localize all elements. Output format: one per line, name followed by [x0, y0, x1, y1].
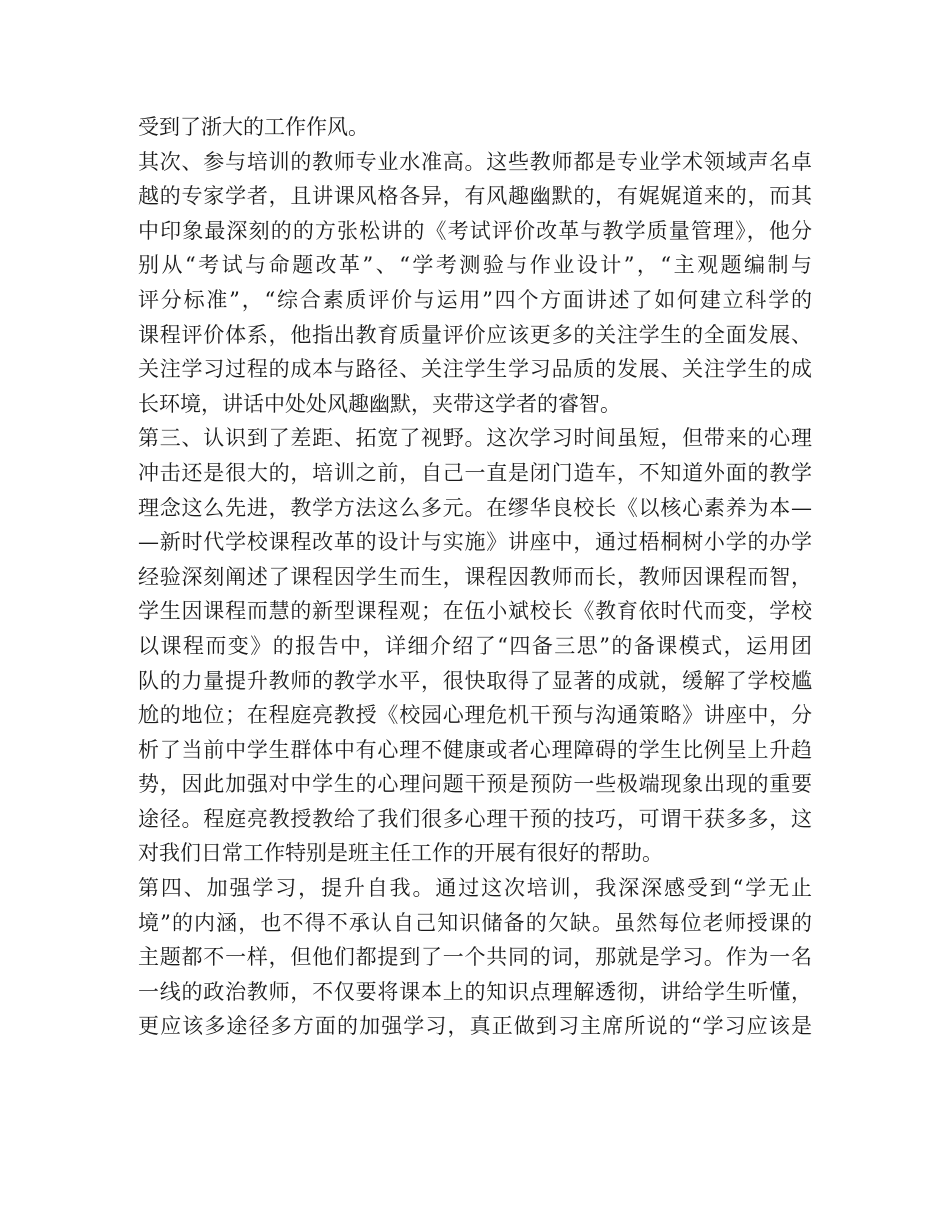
text-line: 理念这么先进，教学方法这么多元。在缪华良校长《以核心素养为本—: [138, 495, 812, 520]
text-line: 更应该多途径多方面的加强学习，真正做到习主席所说的“学习应该是: [138, 1014, 812, 1039]
text-line: 以课程而变》的报告中，详细介绍了“四备三思”的备课模式，运用团: [138, 633, 812, 658]
text-line: 尬的地位；在程庭亮教授《校园心理危机干预与沟通策略》讲座中，分: [138, 703, 812, 728]
text-line: 中印象最深刻的的方张松讲的《考试评价改革与教学质量管理》，他分: [138, 218, 812, 243]
text-line: 对我们日常工作特别是班主任工作的开展有很好的帮助。: [138, 841, 663, 866]
text-line: 境”的内涵，也不得不承认自己知识储备的欠缺。虽然每位老师授课的: [138, 910, 812, 935]
text-line: 课程评价体系，他指出教育质量评价应该更多的关注学生的全面发展、: [138, 322, 812, 347]
text-line: 经验深刻阐述了课程因学生而生，课程因教师而长，教师因课程而智，: [138, 564, 812, 589]
text-line: 势，因此加强对中学生的心理问题干预是预防一些极端现象出现的重要: [138, 772, 812, 797]
text-line: 别从“考试与命题改革”、“学考测验与作业设计”，“主观题编制与: [138, 253, 812, 278]
text-line: 学生因课程而慧的新型课程观；在伍小斌校长《教育依时代而变，学校: [138, 599, 812, 624]
text-line: 其次、参与培训的教师专业水准高。这些教师都是专业学术领域声名卓: [138, 149, 812, 174]
text-line: 主题都不一样，但他们都提到了一个共同的词，那就是学习。作为一名: [138, 945, 812, 970]
text-line: 越的专家学者，且讲课风格各异，有风趣幽默的，有娓娓道来的，而其: [138, 184, 812, 209]
text-line: 长环境，讲话中处处风趣幽默，夹带这学者的睿智。: [138, 391, 621, 416]
text-line: 受到了浙大的工作作风。: [138, 115, 369, 139]
text-line: 评分标准”，“综合素质评价与运用”四个方面讲述了如何建立科学的: [138, 287, 812, 312]
text-line: 冲击还是很大的，培训之前，自己一直是闭门造车，不知道外面的教学: [138, 460, 812, 485]
text-line: 第四、加强学习，提升自我。通过这次培训，我深深感受到“学无止: [138, 876, 812, 901]
text-line: 途径。程庭亮教授教给了我们很多心理干预的技巧，可谓干获多多，这: [138, 806, 812, 831]
text-line: 队的力量提升教师的教学水平，很快取得了显著的成就，缓解了学校尴: [138, 668, 812, 693]
text-line: —新时代学校课程改革的设计与实施》讲座中，通过梧桐树小学的办学: [138, 530, 812, 555]
body-text: [138, 110, 812, 1044]
text-line: 一线的政治教师，不仅要将课本上的知识点理解透彻，讲给学生听懂，: [138, 979, 812, 1004]
text-line: 析了当前中学生群体中有心理不健康或者心理障碍的学生比例呈上升趋: [138, 737, 812, 762]
text-line: 关注学习过程的成本与路径、关注学生学习品质的发展、关注学生的成: [138, 357, 812, 382]
text-line: 第三、认识到了差距、拓宽了视野。这次学习时间虽短，但带来的心理: [138, 426, 812, 451]
